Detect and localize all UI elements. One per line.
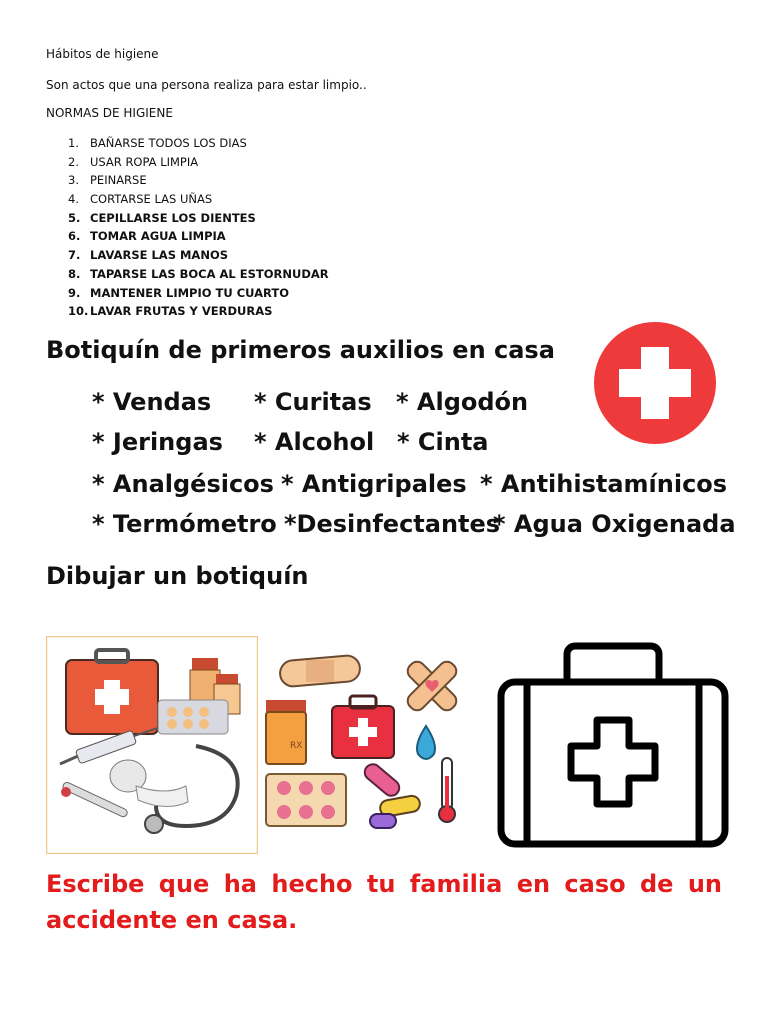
definition-text: Son actos que una persona realiza para estar limpio.. — [46, 78, 367, 92]
kit-item: * Cinta — [397, 428, 489, 456]
task-instruction: Escribe que ha hecho tu familia en caso de un accidente en casa. — [46, 870, 722, 934]
list-item: 1. BAÑARSE TODOS LOS DIAS — [68, 136, 247, 150]
draw-heading: Dibujar un botiquín — [46, 562, 309, 590]
list-item: 3. PEINARSE — [68, 173, 147, 188]
first-aid-cross-icon — [592, 320, 718, 446]
list-item: 5. CEPILLARSE LOS DIENTES — [68, 210, 256, 225]
first-aid-kit-outline-icon — [497, 642, 729, 848]
kit-heading: Botiquín de primeros auxilios en casa — [46, 336, 555, 364]
list-item: 7. LAVARSE LAS MANOS — [68, 248, 229, 263]
list-item: 2. USAR ROPA LIMPIA — [68, 154, 199, 169]
kit-item: * Alcohol — [254, 428, 375, 456]
kit-item: * Algodón — [396, 388, 529, 416]
first-aid-icons-image — [260, 648, 470, 834]
list-item: 10. LAVAR FRUTAS Y VERDURAS — [68, 304, 273, 319]
rx-label: RX — [290, 741, 303, 751]
kit-item: * Termómetro — [92, 510, 277, 538]
kit-item: * Curitas — [254, 388, 372, 416]
kit-item: * Antigripales — [281, 470, 467, 498]
kit-item: * Agua Oxigenada — [493, 510, 736, 538]
medical-supplies-image — [46, 636, 258, 854]
kit-item: * Jeringas — [92, 428, 223, 456]
list-item: 8. TAPARSE LAS BOCA AL ESTORNUDAR — [68, 266, 329, 281]
kit-item: * Analgésicos — [92, 470, 274, 498]
kit-item: * Antihistamínicos — [480, 470, 728, 498]
list-item: 6. TOMAR AGUA LIMPIA — [68, 229, 226, 244]
page-title: Hábitos de higiene — [46, 47, 159, 61]
kit-item: *Desinfectantes — [284, 510, 501, 538]
norms-list — [46, 134, 329, 321]
list-item: 4. CORTARSE LAS UÑAS — [68, 192, 213, 207]
list-item: 9. MANTENER LIMPIO TU CUARTO — [68, 285, 290, 300]
norms-heading: NORMAS DE HIGIENE — [46, 106, 173, 120]
kit-item: * Vendas — [92, 388, 212, 416]
